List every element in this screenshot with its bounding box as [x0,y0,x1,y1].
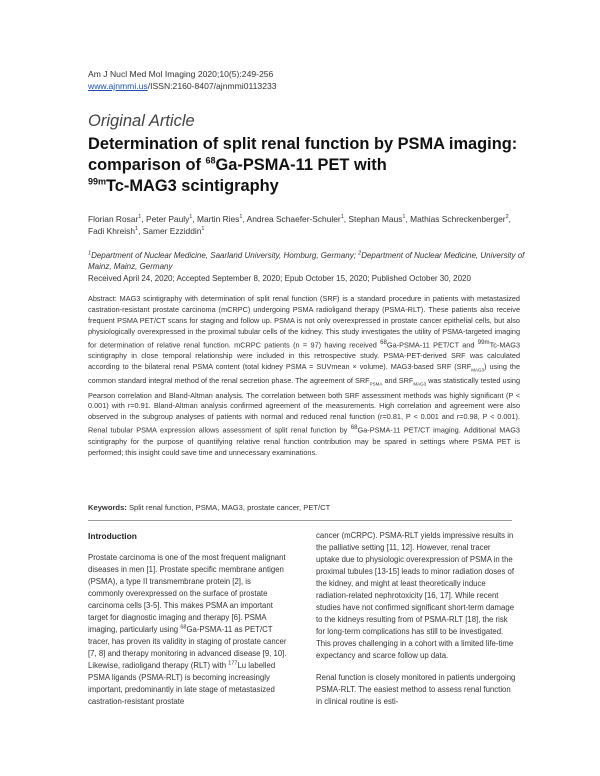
author: Peter Pauly$^1$ [146,214,193,224]
article-type-label: Original Article [88,112,195,130]
keywords-label: Keywords: [88,503,127,512]
introduction-heading: Introduction [88,531,137,541]
journal-header [88,68,277,92]
journal-issn: /ISSN:2160-8407/ajnmmi0113233 [147,81,277,91]
keywords: Keywords: Split renal function, PSMA, MAG3, prostate cancer, PET/CT [88,503,331,512]
author: Martin Ries$^1$ [197,214,243,224]
author: Andrea Schaefer-Schuler$^1$ [246,214,344,224]
publication-dates: Received April 24, 2020; Accepted September 8, 2020; Epub October 15, 2020; Published October 30, 2020 [88,274,471,283]
body-paragraph: Renal function is closely monitored in patients undergoing PSMA-RLT. The easiest method to assess renal function in clinical routine is esti- [316,673,516,706]
title-line-1: Determination of split renal function by PSMA imaging: [88,135,518,153]
article-title [88,134,528,197]
journal-links [88,80,277,92]
abstract-label: Abstract: [88,294,117,303]
title-line-2: comparison of $^{68}$Ga-PSMA-11 PET with [88,155,387,174]
author: Fadi Khreish$^1$ [88,226,139,236]
body-paragraph: cancer (mCRPC). PSMA-RLT yields impressive results in the palliative setting [11, 12]. However, renal tracer uptake due to physiologic overexpression of PSMA in the proximal tubules [13-15] leads to minor radiation doses of the kidney, and might at least theoretically induce radiation-related nephrotoxicity [16, 17]. While recent studies have not confirmed significant short-term damage to the kidneys resulting from of PSMA-RLT [18], the risk for long-term complications has still to be investigated. This proves challenging in a cohort with a limited life-time expectancy and scarce follow up data. [316,531,515,660]
body-column-right [316,530,516,718]
abstract: Abstract: MAG3 scintigraphy with determination of split renal function (SRF) is a standard procedure in patients with metastasized castration-resistant prostate carcinoma (mCRPC) undergoing PSMA radioligand therapy (PSMA-RLT). These patients also receive frequent PSMA PET/CT scans for staging and follow up. PSMA is not only overexpressed in prostate cancer epithelial cells, but also physiologically overexpressed in the proximal tubular cells of the kidney. This study investigates the utility of PSMA-targeted imaging for determination of relative renal function. mCRPC patients (n = 97) having received $^{68}$Ga-PSMA-11 PET/CT and $^{99m}$Tc-MAG3 scintigraphy in close temporal relationship were included in this retrospective study. PSMA-PET-derived SRF was calculated according to the bilateral renal PSMA content (total kidney PSMA = SUVmean × volume). MAG3-based SRF $(SRF_{MAG3})$ using the common standard integral method of the renal secretion phase. The agreement of $SRF_{PSMA}$ and $SRF_{MAG3}$ was statistically tested using Pearson correlation and Bland-Altman analysis. The correlation between both SRF assessment methods was highly significant (P < 0.001) with r=0.91. Bland-Altman analysis confirmed agreement of the measurements. High correlation and agreement were also observed in the subgroup analyses of patients with normal and reduced renal function (r=0.81, P < 0.001 and r=0.98, P < 0.001). Renal tubular PSMA expression allows assessment of split renal function by $^{68}$Ga-PSMA-11 PET/CT imaging. Additional MAG3 scintigraphy for the purpose of quantifying relative renal function contribution may be spared in settings where PSMA PET is performed; this insight could save time and unnecessary examinations. [88,294,520,457]
journal-citation: Am J Nucl Med Mol Imaging 2020;10(5):249-256 [88,69,274,79]
body-column-left [88,530,288,718]
title-line-3: $^{99m}$Tc-MAG3 scintigraphy [88,176,279,195]
author-list: Florian Rosar$^1$, Peter Pauly$^1$, Martin Ries$^1$, Andrea Schaefer-Schuler$^1$, Stephan Maus$^1$, Mathias Schreckenberger$^2$, Fadi Khreish$^1$, Samer Ezziddin$^1$ [88,214,511,236]
author: Stephan Maus$^1$ [348,214,406,224]
body-paragraph: Prostate carcinoma is one of the most frequent malignant diseases in men [1]. Prostate specific membrane antigen (PSMA), a type II transmembrane protein [2], is commonly overexpressed on the surface of prostate carcinoma cells [3-5]. This makes PSMA an important target for diagnostic imaging and therapy [6]. PSMA imaging, particularly using $^{68}$Ga-PSMA-11 as PET/CT tracer, has proven its validity in staging of prostate cancer [7, 8] and therapy monitoring in advanced disease [9, 10]. Likewise, radioligand therapy (RLT) with $^{177}$Lu labelled PSMA ligands (PSMA-RLT) is becoming increasingly important, predominantly in late stage of metastasized castration-resistant prostate [88,553,287,706]
author: Florian Rosar$^1$ [88,214,142,224]
journal-url-link[interactable]: www.ajnmmi.us [88,81,148,91]
author: Mathias Schreckenberger$^2$ [410,214,509,224]
author: Samer Ezziddin$^1$ [142,226,205,236]
affiliations: $^1$Department of Nuclear Medicine, Saarland University, Homburg, Germany; $^2$Department of Nuclear Medicine, University of Mainz, Mainz, Germany [88,250,525,271]
section-divider [88,520,512,521]
